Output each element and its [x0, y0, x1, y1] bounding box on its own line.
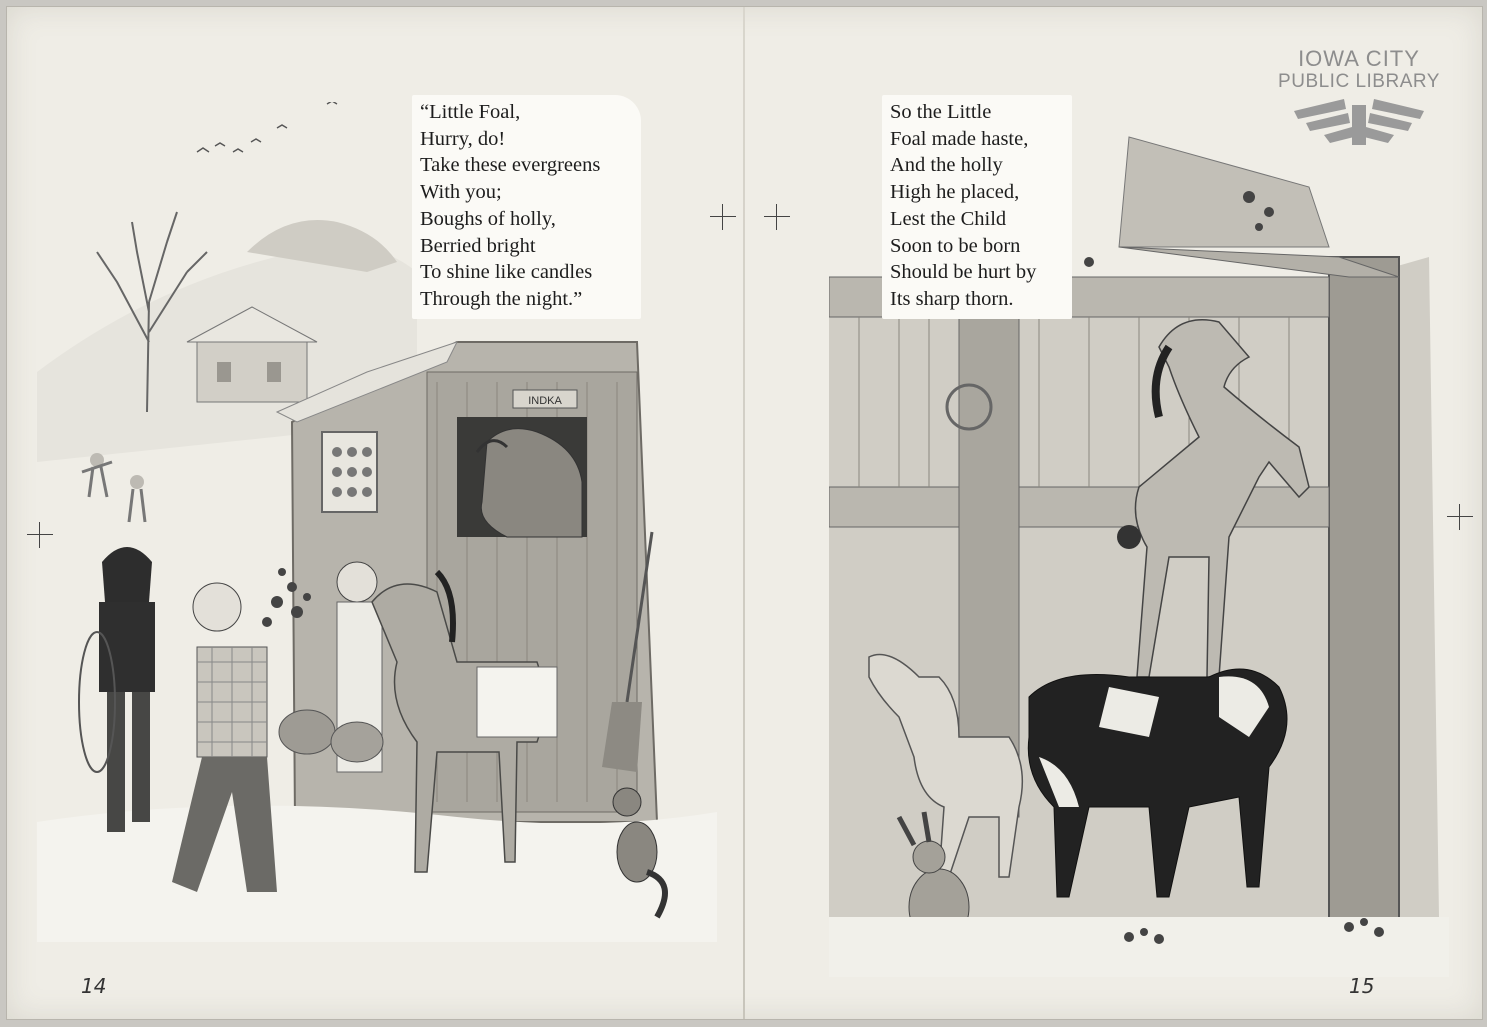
page-number: 14 — [81, 974, 107, 998]
verse-line: Hurry, do! — [420, 127, 506, 150]
verse-line: Its sharp thorn. — [890, 287, 1014, 310]
verse-line: So the Little — [890, 101, 992, 123]
left-page — [7, 7, 744, 1019]
left-verse-box — [412, 95, 641, 319]
verse-line: Berried bright — [420, 234, 536, 257]
verse-line: With you; — [420, 181, 502, 204]
right-page — [744, 7, 1482, 1019]
verse-line: Take these evergreens — [420, 154, 601, 177]
watermark-line: PUBLIC LIBRARY — [1278, 71, 1440, 92]
library-logo-icon — [1284, 97, 1434, 147]
verse-line: Boughs of holly, — [420, 207, 556, 230]
registration-mark-icon — [27, 522, 53, 548]
library-watermark — [1274, 47, 1444, 147]
stall-sign: INDKA — [528, 395, 562, 407]
page-number: 15 — [1349, 974, 1375, 998]
verse-line: Soon to be born — [890, 234, 1021, 257]
book-spread — [6, 6, 1483, 1020]
registration-mark-icon — [764, 204, 790, 230]
registration-mark-icon — [710, 204, 736, 230]
registration-mark-icon — [1447, 504, 1473, 530]
verse-line: Lest the Child — [890, 207, 1007, 230]
verse-line: Through the night.” — [420, 287, 583, 310]
verse-line: “Little Foal, — [420, 101, 521, 123]
verse-line: Should be hurt by — [890, 261, 1037, 284]
verse-line: Foal made haste, — [890, 127, 1029, 150]
verse-line: To shine like candles — [420, 261, 593, 284]
watermark-line: IOWA CITY — [1298, 46, 1420, 71]
verse-line: And the holly — [890, 154, 1003, 177]
verse-line: High he placed, — [890, 181, 1020, 204]
right-verse-box — [882, 95, 1072, 319]
